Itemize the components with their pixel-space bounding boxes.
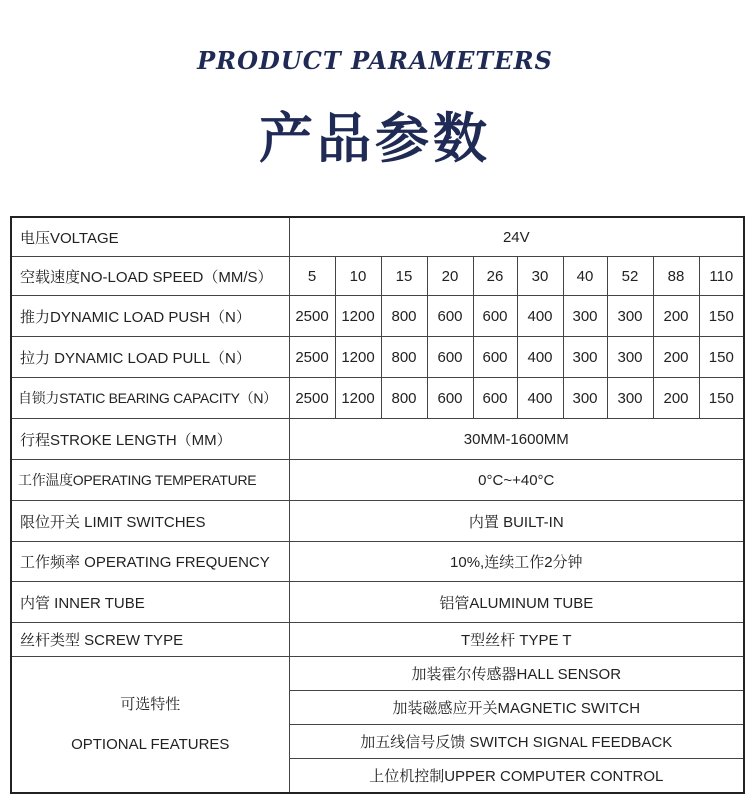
static-value: 150 bbox=[699, 378, 744, 419]
push-value: 800 bbox=[381, 296, 427, 337]
voltage-label: 电压VOLTAGE bbox=[11, 217, 289, 257]
pull-value: 600 bbox=[427, 337, 473, 378]
screw-label: 丝杆类型 SCREW TYPE bbox=[11, 623, 289, 657]
speed-value: 15 bbox=[381, 257, 427, 296]
push-value: 400 bbox=[517, 296, 563, 337]
static-value: 200 bbox=[653, 378, 699, 419]
stroke-value: 30MM-1600MM bbox=[289, 419, 744, 460]
speed-value: 110 bbox=[699, 257, 744, 296]
push-value: 1200 bbox=[335, 296, 381, 337]
speed-value: 10 bbox=[335, 257, 381, 296]
row-limit bbox=[11, 501, 744, 542]
push-value: 600 bbox=[473, 296, 517, 337]
frequency-value: 10%,连续工作2分钟 bbox=[289, 542, 744, 582]
row-screw bbox=[11, 623, 744, 657]
row-speed bbox=[11, 257, 744, 296]
pull-value: 300 bbox=[607, 337, 653, 378]
row-voltage bbox=[11, 217, 744, 257]
row-static bbox=[11, 378, 744, 419]
optional-item: 上位机控制UPPER COMPUTER CONTROL bbox=[289, 759, 744, 794]
speed-label: 空载速度NO-LOAD SPEED（MM/S） bbox=[11, 257, 289, 296]
push-value: 300 bbox=[563, 296, 607, 337]
push-value: 150 bbox=[699, 296, 744, 337]
static-label: 自锁力STATIC BEARING CAPACITY（N） bbox=[11, 378, 289, 419]
push-value: 600 bbox=[427, 296, 473, 337]
push-label: 推力DYNAMIC LOAD PUSH（N） bbox=[11, 296, 289, 337]
row-push bbox=[11, 296, 744, 337]
optional-item: 加装磁感应开关MAGNETIC SWITCH bbox=[289, 691, 744, 725]
screw-value: T型丝杆 TYPE T bbox=[289, 623, 744, 657]
limit-value: 内置 BUILT-IN bbox=[289, 501, 744, 542]
page-title: 产品参数 bbox=[259, 107, 491, 170]
optional-item: 加装霍尔传感器HALL SENSOR bbox=[289, 657, 744, 691]
static-value: 300 bbox=[607, 378, 653, 419]
parameter-table bbox=[10, 216, 745, 794]
inner-tube-label: 内管 INNER TUBE bbox=[11, 582, 289, 623]
pull-value: 1200 bbox=[335, 337, 381, 378]
speed-value: 5 bbox=[289, 257, 335, 296]
pull-value: 600 bbox=[473, 337, 517, 378]
speed-value: 40 bbox=[563, 257, 607, 296]
pull-value: 400 bbox=[517, 337, 563, 378]
speed-value: 26 bbox=[473, 257, 517, 296]
pull-label: 拉力 DYNAMIC LOAD PULL（N） bbox=[11, 337, 289, 378]
optional-label-en: OPTIONAL FEATURES bbox=[71, 735, 230, 753]
pull-value: 150 bbox=[699, 337, 744, 378]
row-temperature bbox=[11, 460, 744, 501]
static-value: 800 bbox=[381, 378, 427, 419]
static-value: 2500 bbox=[289, 378, 335, 419]
pull-value: 800 bbox=[381, 337, 427, 378]
stroke-label: 行程STROKE LENGTH（MM） bbox=[11, 419, 289, 460]
speed-value: 30 bbox=[517, 257, 563, 296]
temperature-label: 工作温度OPERATING TEMPERATURE bbox=[11, 460, 289, 501]
inner-tube-value: 铝管ALUMINUM TUBE bbox=[289, 582, 744, 623]
static-value: 1200 bbox=[335, 378, 381, 419]
voltage-value: 24V bbox=[289, 217, 744, 257]
pull-value: 2500 bbox=[289, 337, 335, 378]
pull-value: 300 bbox=[563, 337, 607, 378]
static-value: 300 bbox=[563, 378, 607, 419]
optional-label-cn: 可选特性 bbox=[120, 695, 181, 713]
row-frequency bbox=[11, 542, 744, 582]
row-stroke bbox=[11, 419, 744, 460]
frequency-label: 工作频率 OPERATING FREQUENCY bbox=[11, 542, 289, 582]
push-value: 2500 bbox=[289, 296, 335, 337]
optional-label bbox=[11, 657, 289, 794]
static-value: 600 bbox=[473, 378, 517, 419]
speed-value: 52 bbox=[607, 257, 653, 296]
static-value: 400 bbox=[517, 378, 563, 419]
section-subtitle: PRODUCT PARAMETERS bbox=[197, 46, 553, 75]
limit-label: 限位开关 LIMIT SWITCHES bbox=[11, 501, 289, 542]
speed-value: 88 bbox=[653, 257, 699, 296]
optional-item: 加五线信号反馈 SWITCH SIGNAL FEEDBACK bbox=[289, 725, 744, 759]
static-value: 600 bbox=[427, 378, 473, 419]
push-value: 300 bbox=[607, 296, 653, 337]
pull-value: 200 bbox=[653, 337, 699, 378]
row-optional bbox=[11, 657, 744, 691]
temperature-value: 0°C~+40°C bbox=[289, 460, 744, 501]
speed-value: 20 bbox=[427, 257, 473, 296]
row-inner-tube bbox=[11, 582, 744, 623]
push-value: 200 bbox=[653, 296, 699, 337]
row-pull bbox=[11, 337, 744, 378]
